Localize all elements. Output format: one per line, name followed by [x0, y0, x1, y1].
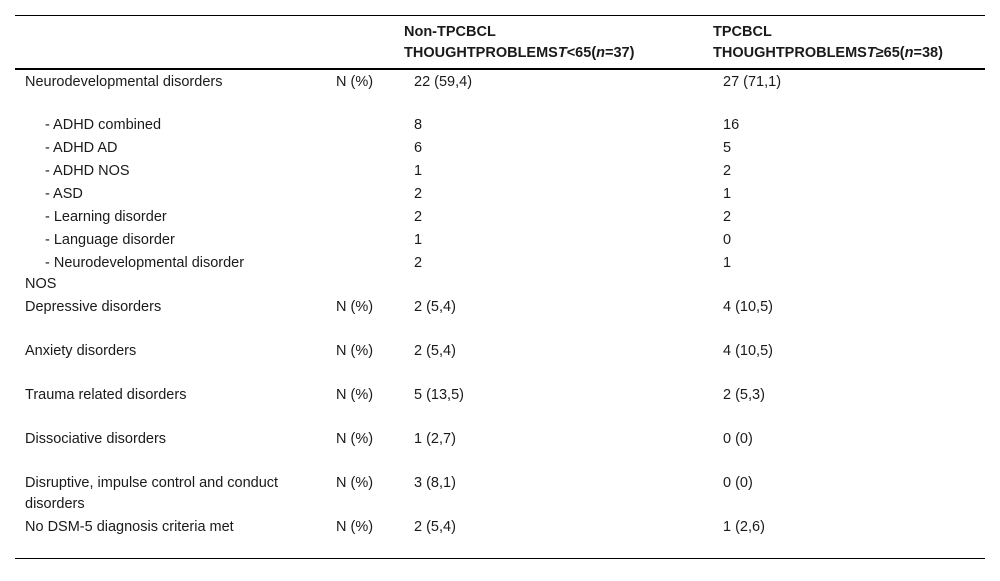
row-non-tpcbcl-value: 2 [414, 254, 423, 271]
row-tpcbcl-value: 5 [723, 139, 732, 156]
row-tpcbcl-value: 2 [723, 208, 732, 225]
row-unit [336, 136, 404, 159]
header-non-tpcbcl [404, 16, 713, 69]
header-tpcbcl-title: TPCBCL [713, 24, 772, 40]
row-non-tpcbcl-value: 3 (8,1) [414, 474, 456, 491]
header-tpcbcl-count: =38) [913, 45, 943, 61]
row-unit [336, 251, 404, 295]
header-diagnosis [15, 16, 336, 69]
row-tpcbcl-value: 0 (0) [723, 474, 753, 491]
row-non-tpcbcl-value: 2 (5,4) [414, 518, 456, 535]
row-unit [336, 205, 404, 228]
row-tpcbcl-value: 0 [723, 231, 732, 248]
table-row [15, 471, 985, 515]
row-unit [336, 113, 404, 136]
header-tpcbcl [713, 16, 985, 69]
table-row [15, 295, 985, 339]
row-unit [336, 159, 404, 182]
row-label: - ADHD NOS [45, 162, 130, 179]
table-row [15, 383, 985, 427]
table-header-row [15, 16, 985, 69]
row-tpcbcl-value: 1 (2,6) [723, 518, 765, 535]
row-non-tpcbcl-value: 22 (59,4) [414, 73, 473, 90]
row-unit: N (%) [336, 474, 374, 491]
row-label: - ASD [45, 185, 83, 202]
row-tpcbcl-value: 1 [723, 254, 732, 271]
row-label: - Language disorder [45, 231, 175, 248]
table-row [15, 182, 985, 205]
row-non-tpcbcl-value: 8 [414, 116, 423, 133]
row-label: - Learning disorder [45, 208, 167, 225]
row-unit: N (%) [336, 518, 374, 535]
row-tpcbcl-value: 4 (10,5) [723, 298, 773, 315]
header-tpcbcl-cond: ≥65( [875, 45, 905, 61]
header-non-tpcbcl-n: n [596, 45, 606, 61]
header-non-tpcbcl-title: Non-TPCBCL [404, 24, 496, 40]
row-non-tpcbcl-value: 1 [414, 162, 423, 179]
row-tpcbcl-value: 4 (10,5) [723, 342, 773, 359]
row-non-tpcbcl-value: 2 [414, 208, 423, 225]
row-tpcbcl-value: 0 (0) [723, 430, 753, 447]
table-row [15, 251, 985, 295]
row-non-tpcbcl-value: 6 [414, 139, 423, 156]
row-non-tpcbcl-value: 2 (5,4) [414, 342, 456, 359]
header-non-tpcbcl-scale: THOUGHTPROBLEMS [404, 45, 558, 61]
row-label: Dissociative disorders [25, 430, 167, 447]
table-row [15, 515, 985, 559]
row-unit [336, 182, 404, 205]
row-label-text: - Neurodevelopmental disorder [45, 254, 245, 271]
header-non-tpcbcl-t: T [557, 45, 567, 61]
header-unit [336, 16, 404, 69]
row-label: Trauma related disorders [25, 386, 187, 403]
header-non-tpcbcl-count: =37) [605, 45, 635, 61]
table-row [15, 69, 985, 113]
table-row [15, 339, 985, 383]
table-row [15, 228, 985, 251]
header-tpcbcl-t: T [866, 45, 876, 61]
table-row [15, 159, 985, 182]
header-non-tpcbcl-cond: <65( [566, 45, 597, 61]
row-unit [336, 228, 404, 251]
header-tpcbcl-scale: THOUGHTPROBLEMS [713, 45, 867, 61]
row-non-tpcbcl-value: 5 (13,5) [414, 386, 464, 403]
row-label: Depressive disorders [25, 298, 162, 315]
row-label: Anxiety disorders [25, 342, 137, 359]
row-non-tpcbcl-value: 2 (5,4) [414, 298, 456, 315]
row-unit: N (%) [336, 386, 374, 403]
row-label: No DSM-5 diagnosis criteria met [25, 518, 234, 535]
row-unit: N (%) [336, 298, 374, 315]
row-label: - ADHD combined [45, 116, 162, 133]
row-unit: N (%) [336, 342, 374, 359]
row-label: Neurodevelopmental disorders [25, 73, 223, 90]
table-row [15, 136, 985, 159]
row-tpcbcl-value: 1 [723, 185, 732, 202]
row-label: Disruptive, impulse control and conduct disorders [25, 474, 279, 512]
row-tpcbcl-value: 2 [723, 162, 732, 179]
row-non-tpcbcl-value: 1 (2,7) [414, 430, 456, 447]
table-row [15, 205, 985, 228]
row-unit: N (%) [336, 73, 374, 90]
row-tpcbcl-value: 2 (5,3) [723, 386, 765, 403]
row-tpcbcl-value: 16 [723, 116, 740, 133]
table-row [15, 427, 985, 471]
table-row [15, 113, 985, 136]
diagnosis-table [15, 15, 985, 559]
row-label-continuation: NOS [25, 275, 57, 292]
row-label: - ADHD AD [45, 139, 118, 156]
row-tpcbcl-value: 27 (71,1) [723, 73, 782, 90]
header-tpcbcl-n: n [904, 45, 914, 61]
row-non-tpcbcl-value: 1 [414, 231, 423, 248]
row-label [15, 251, 336, 295]
row-unit: N (%) [336, 430, 374, 447]
row-non-tpcbcl-value: 2 [414, 185, 423, 202]
